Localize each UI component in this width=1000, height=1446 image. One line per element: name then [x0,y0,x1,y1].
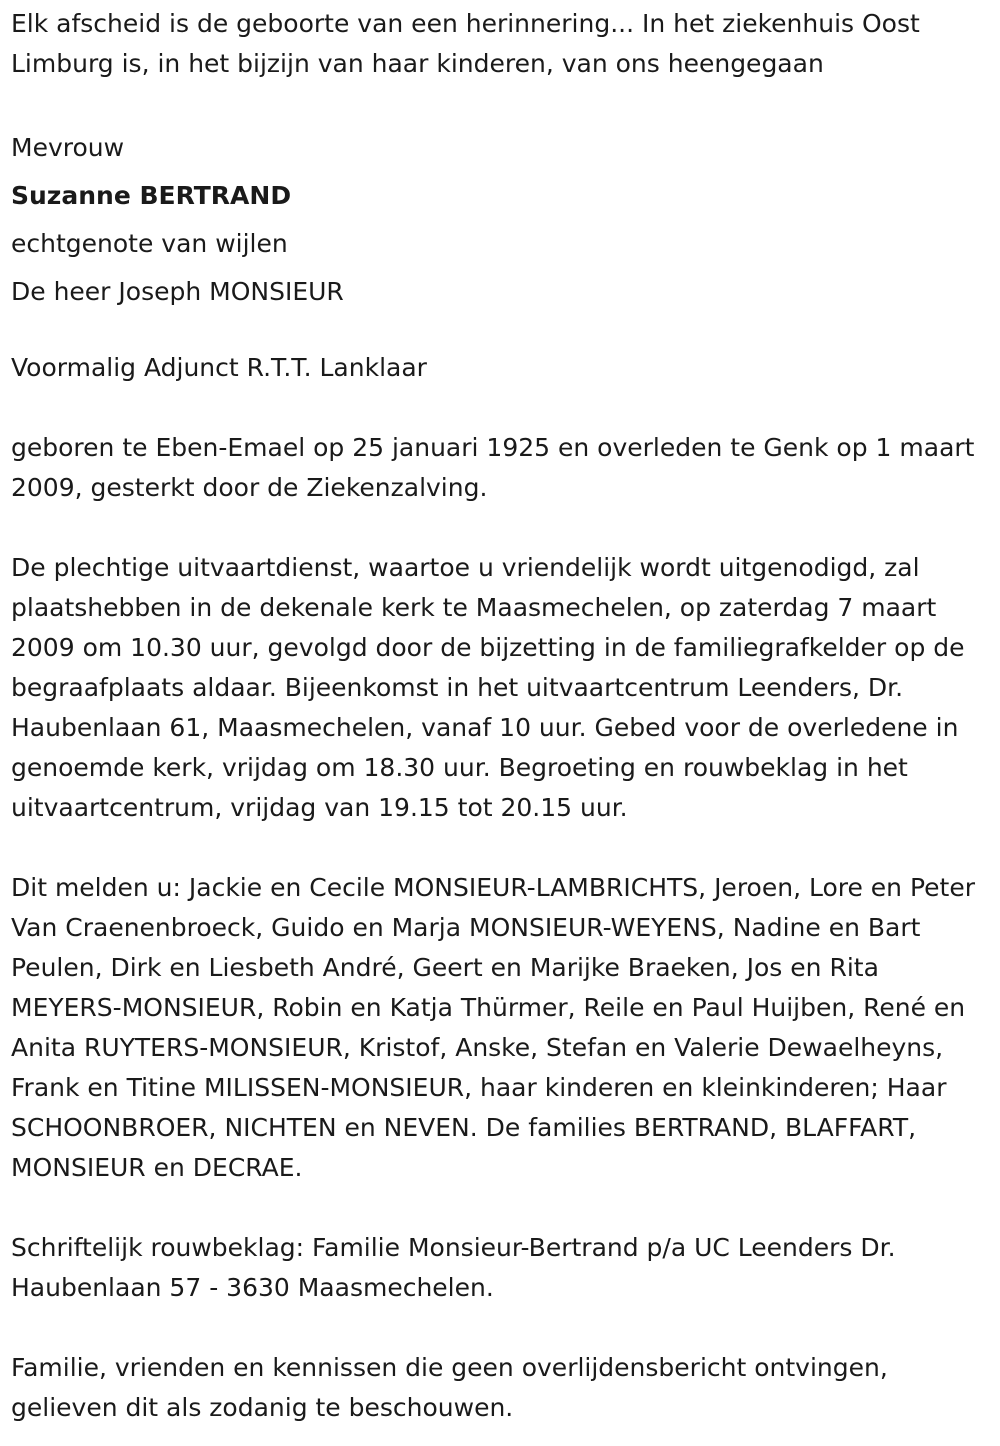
spacer [11,388,991,428]
spacer [11,316,991,348]
spacer [11,84,991,124]
family-text: Dit melden u: Jackie en Cecile MONSIEUR-LAMBRICHTS, Jeroen, Lore en Peter Van Craenenbroeck, Guido en Marja MONSIEUR-WEYENS, Nadine en Bart Peulen, Dirk en Liesbeth André, Geert en Marijke Braeken, Jos en Rita MEYERS-MONSIEUR, Robin en Katja Thürmer, Reile en Paul Huijben, René en Anita RUYTERS-MONSIEUR, Kristof, Anske, Stefan en Valerie Dewaelheyns, Frank en Titine MILISSEN-MONSIEUR, haar kinderen en kleinkinderen; Haar SCHOONBROER, NICHTEN en NEVEN. De families BERTRAND, BLAFFART, MONSIEUR en DECRAE. [11,873,976,1182]
spouse-name: De heer Joseph MONSIEUR [11,277,344,306]
spouse-intro: echtgenote van wijlen [11,229,288,258]
spacer [11,828,991,868]
obituary-notice [11,4,991,1428]
funeral-text: De plechtige uitvaartdienst, waartoe u vriendelijk wordt uitgenodigd, zal plaatshebben in de dekenale kerk te Maasmechelen, op zaterdag 7 maart 2009 om 10.30 uur, gevolgd door de bijzetting in de familiegrafkelder op de begraafplaats aldaar. Bijeenkomst in het uitvaartcentrum Leenders, Dr. Haubenlaan 61, Maasmechelen, vanaf 10 uur. Gebed voor de overledene in genoemde kerk, vrijdag om 18.30 uur. Begroeting en rouwbeklag in het uitvaartcentrum, vrijdag van 19.15 tot 20.15 uur. [11,553,965,822]
deceased-name: Suzanne BERTRAND [11,181,292,210]
intro-text: Elk afscheid is de geboorte van een herinnering... In het ziekenhuis Oost Limburg is, in het bijzijn van haar kinderen, van ons heengegaan [11,9,920,78]
occupation: Voormalig Adjunct R.T.T. Lanklaar [11,353,427,382]
closing-text: Familie, vrienden en kennissen die geen overlijdensbericht ontvingen, gelieven dit als zodanig te beschouwen. [11,1353,888,1422]
condolence-address: Schriftelijk rouwbeklag: Familie Monsieur-Bertrand p/a UC Leenders Dr. Haubenlaan 57 - 3630 Maasmechelen. [11,1233,896,1302]
spacer [11,508,991,548]
spacer [11,1188,991,1228]
salutation: Mevrouw [11,133,125,162]
birth-death-text: geboren te Eben-Emael op 25 januari 1925 en overleden te Genk op 1 maart 2009, gesterkt door de Ziekenzalving. [11,433,975,502]
spacer [11,1308,991,1348]
